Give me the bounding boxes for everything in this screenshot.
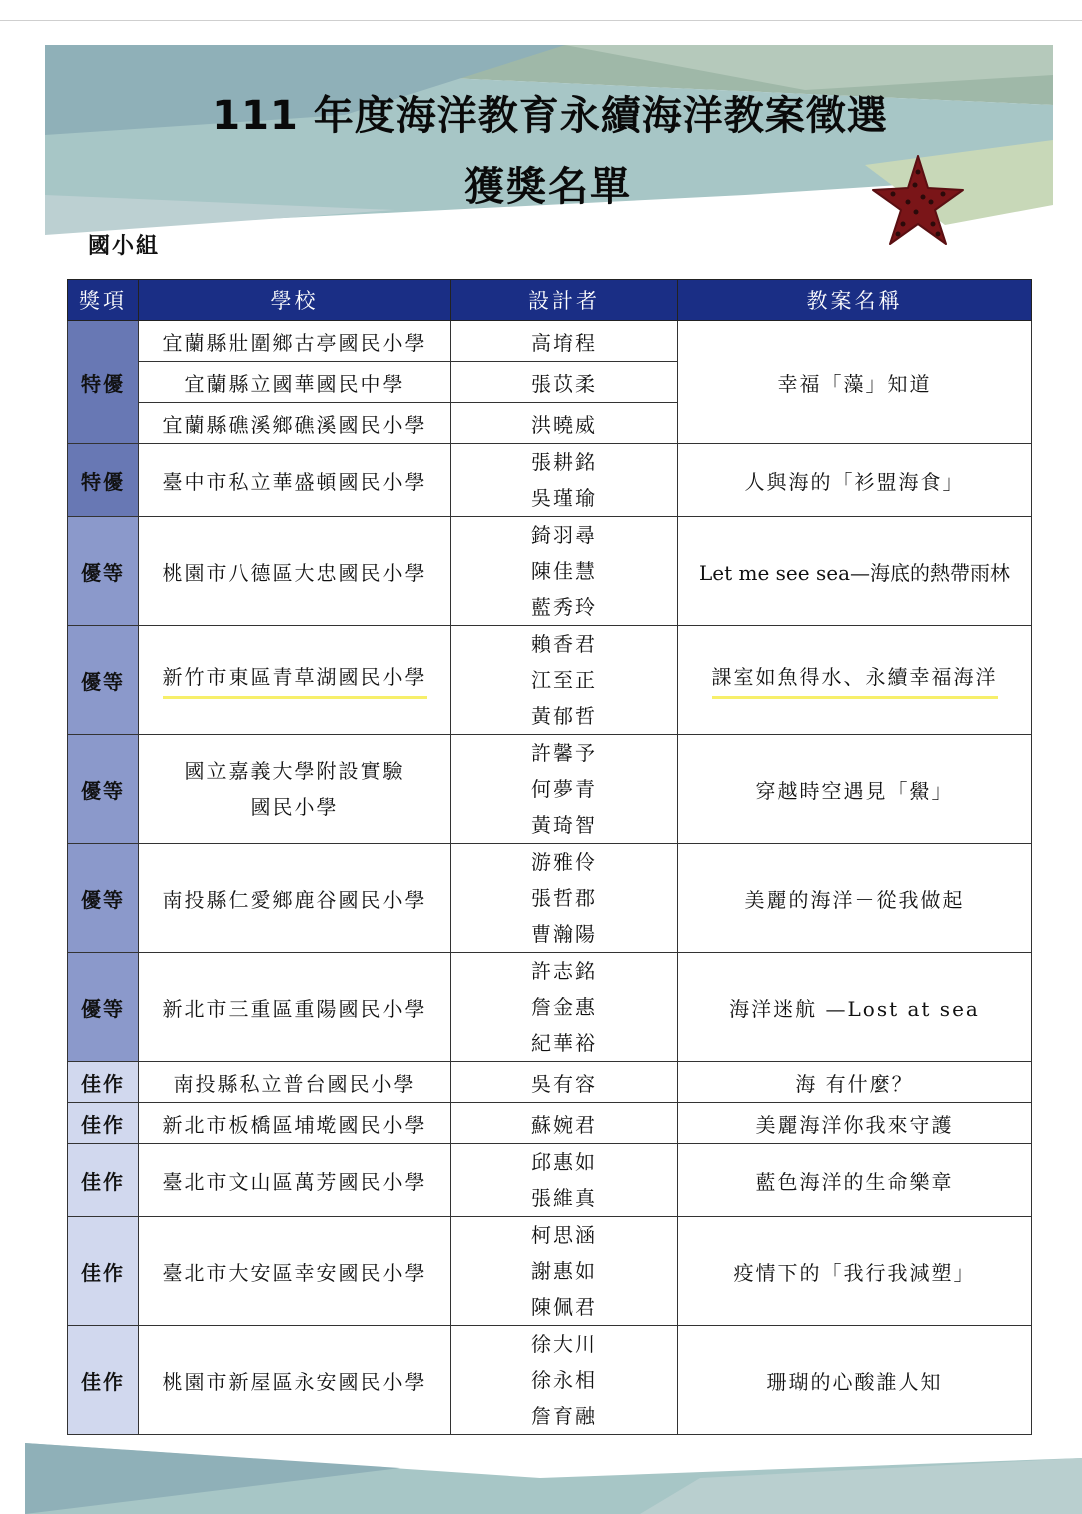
school-cell — [139, 362, 451, 403]
designer-name: 邱惠如 — [531, 1150, 597, 1174]
designer-cell — [451, 1217, 678, 1326]
award-cell: 優等 — [68, 626, 139, 735]
header-lesson-title: 教案名稱 — [678, 280, 1032, 321]
designer-name: 許馨予 — [531, 741, 597, 765]
lesson-title-cell: 穿越時空遇見「鱟」 — [678, 735, 1032, 844]
school-name-line: 國立嘉義大學附設實驗 — [184, 759, 405, 783]
school-cell: 桃園市新屋區永安國民小學 — [139, 1326, 451, 1435]
page-subtitle: 獲獎名單 — [464, 164, 632, 210]
top-divider — [0, 20, 1082, 21]
table-row — [68, 321, 1032, 362]
awards-table — [67, 279, 1032, 1435]
school-cell — [139, 403, 451, 444]
group-label: 國小組 — [88, 234, 161, 259]
designer-name: 何夢青 — [531, 777, 597, 801]
designer-name: 徐永相 — [531, 1368, 597, 1392]
award-cell: 特優 — [68, 321, 139, 444]
school-cell: 臺中市私立華盛頓國民小學 — [139, 444, 451, 517]
designer-name: 張耕銘 — [531, 450, 597, 474]
designer-name: 詹育融 — [531, 1404, 597, 1428]
designer-cell — [451, 626, 678, 735]
lesson-title-cell: Let me see sea—海底的熱帶雨林 — [678, 517, 1032, 626]
table-row — [68, 953, 1032, 1062]
school-cell — [139, 626, 451, 735]
lesson-title-cell: 海 有什麼？ — [678, 1062, 1032, 1103]
lesson-title-cell — [678, 626, 1032, 735]
school-cell — [139, 735, 451, 844]
school-cell: 新北市板橋區埔墘國民小學 — [139, 1103, 451, 1144]
designer-name: 黃琦智 — [531, 813, 597, 837]
designer-cell — [451, 517, 678, 626]
starfish-icon — [868, 152, 968, 252]
designer-name: 江至正 — [531, 668, 597, 692]
school-cell: 桃園市八德區大忠國民小學 — [139, 517, 451, 626]
table-row — [68, 1062, 1032, 1103]
award-cell: 優等 — [68, 517, 139, 626]
lesson-title-cell: 美麗的海洋－從我做起 — [678, 844, 1032, 953]
designer-cell — [451, 1062, 678, 1103]
header-award: 獎項 — [68, 280, 139, 321]
award-cell: 特優 — [68, 444, 139, 517]
footer-band — [0, 1438, 1082, 1514]
designer-name: 游雅伶 — [531, 850, 597, 874]
designer-name: 柯思涵 — [531, 1223, 597, 1247]
school-name-line: 國民小學 — [250, 795, 339, 819]
school-cell: 南投縣私立普台國民小學 — [139, 1062, 451, 1103]
page-title: 111 年度海洋教育永續海洋教案徵選 — [212, 93, 888, 139]
table-row — [68, 517, 1032, 626]
school-cell: 臺北市大安區幸安國民小學 — [139, 1217, 451, 1326]
lesson-title-highlighted: 課室如魚得水、永續幸福海洋 — [712, 661, 998, 699]
designer-name: 洪曉威 — [531, 412, 597, 437]
lesson-title-cell: 美麗海洋你我來守護 — [678, 1103, 1032, 1144]
table-row — [68, 735, 1032, 844]
lesson-title-cell: 珊瑚的心酸誰人知 — [678, 1326, 1032, 1435]
school-cell: 新北市三重區重陽國民小學 — [139, 953, 451, 1062]
designer-name: 蘇婉君 — [531, 1112, 597, 1137]
designer-cell — [451, 1144, 678, 1217]
table-row — [68, 1217, 1032, 1326]
lesson-title-cell: 藍色海洋的生命樂章 — [678, 1144, 1032, 1217]
school-name-highlighted: 新竹市東區青草湖國民小學 — [163, 661, 427, 699]
table-row — [68, 444, 1032, 517]
designer-cell — [451, 321, 678, 362]
lesson-title-cell: 海洋迷航 —Lost at sea — [678, 953, 1032, 1062]
award-cell: 佳作 — [68, 1144, 139, 1217]
designer-name: 紀華裕 — [531, 1031, 597, 1055]
designer-name: 吳有容 — [531, 1071, 597, 1096]
designer-name: 陳佳慧 — [531, 559, 597, 583]
award-cell: 佳作 — [68, 1326, 139, 1435]
award-cell: 佳作 — [68, 1062, 139, 1103]
designer-cell — [451, 844, 678, 953]
school-name: 宜蘭縣壯圍鄉古亭國民小學 — [162, 330, 427, 355]
header-designer: 設計者 — [451, 280, 678, 321]
school-cell: 南投縣仁愛鄉鹿谷國民小學 — [139, 844, 451, 953]
designer-name: 徐大川 — [531, 1332, 597, 1356]
school-name: 宜蘭縣立國華國民中學 — [184, 371, 405, 396]
table-header-row — [68, 280, 1032, 321]
award-cell: 優等 — [68, 953, 139, 1062]
school-name: 宜蘭縣礁溪鄉礁溪國民小學 — [162, 412, 427, 437]
table-row — [68, 844, 1032, 953]
table-row — [68, 1103, 1032, 1144]
designer-name: 藍秀玲 — [531, 595, 597, 619]
designer-name: 陳佩君 — [531, 1295, 597, 1319]
designer-cell — [451, 1326, 678, 1435]
designer-name: 張維真 — [531, 1186, 597, 1210]
table-row — [68, 626, 1032, 735]
award-cell: 優等 — [68, 735, 139, 844]
lesson-title-cell: 幸福「藻」知道 — [678, 321, 1032, 444]
award-cell: 佳作 — [68, 1103, 139, 1144]
designer-name: 張哲郡 — [531, 886, 597, 910]
designer-name: 錡羽尋 — [531, 523, 597, 547]
award-cell: 佳作 — [68, 1217, 139, 1326]
designer-name: 許志銘 — [531, 959, 597, 983]
table-row — [68, 1326, 1032, 1435]
designer-name: 吳瑾瑜 — [531, 486, 597, 510]
designer-name: 賴香君 — [531, 632, 597, 656]
designer-cell — [451, 444, 678, 517]
award-cell: 優等 — [68, 844, 139, 953]
designer-name: 高堉程 — [531, 330, 597, 355]
designer-cell — [451, 735, 678, 844]
table-row — [68, 1144, 1032, 1217]
designer-name: 張苡柔 — [531, 371, 597, 396]
designer-name: 謝惠如 — [531, 1259, 597, 1283]
designer-name: 曹瀚陽 — [531, 922, 597, 946]
school-cell — [139, 321, 451, 362]
designer-cell — [451, 953, 678, 1062]
designer-cell — [451, 1103, 678, 1144]
header-school: 學校 — [139, 280, 451, 321]
designer-cell — [451, 362, 678, 403]
lesson-title-cell: 人與海的「衫盟海食」 — [678, 444, 1032, 517]
designer-name: 黃郁哲 — [531, 704, 597, 728]
designer-cell — [451, 403, 678, 444]
school-cell: 臺北市文山區萬芳國民小學 — [139, 1144, 451, 1217]
lesson-title-cell: 疫情下的「我行我減塑」 — [678, 1217, 1032, 1326]
designer-name: 詹金惠 — [531, 995, 597, 1019]
